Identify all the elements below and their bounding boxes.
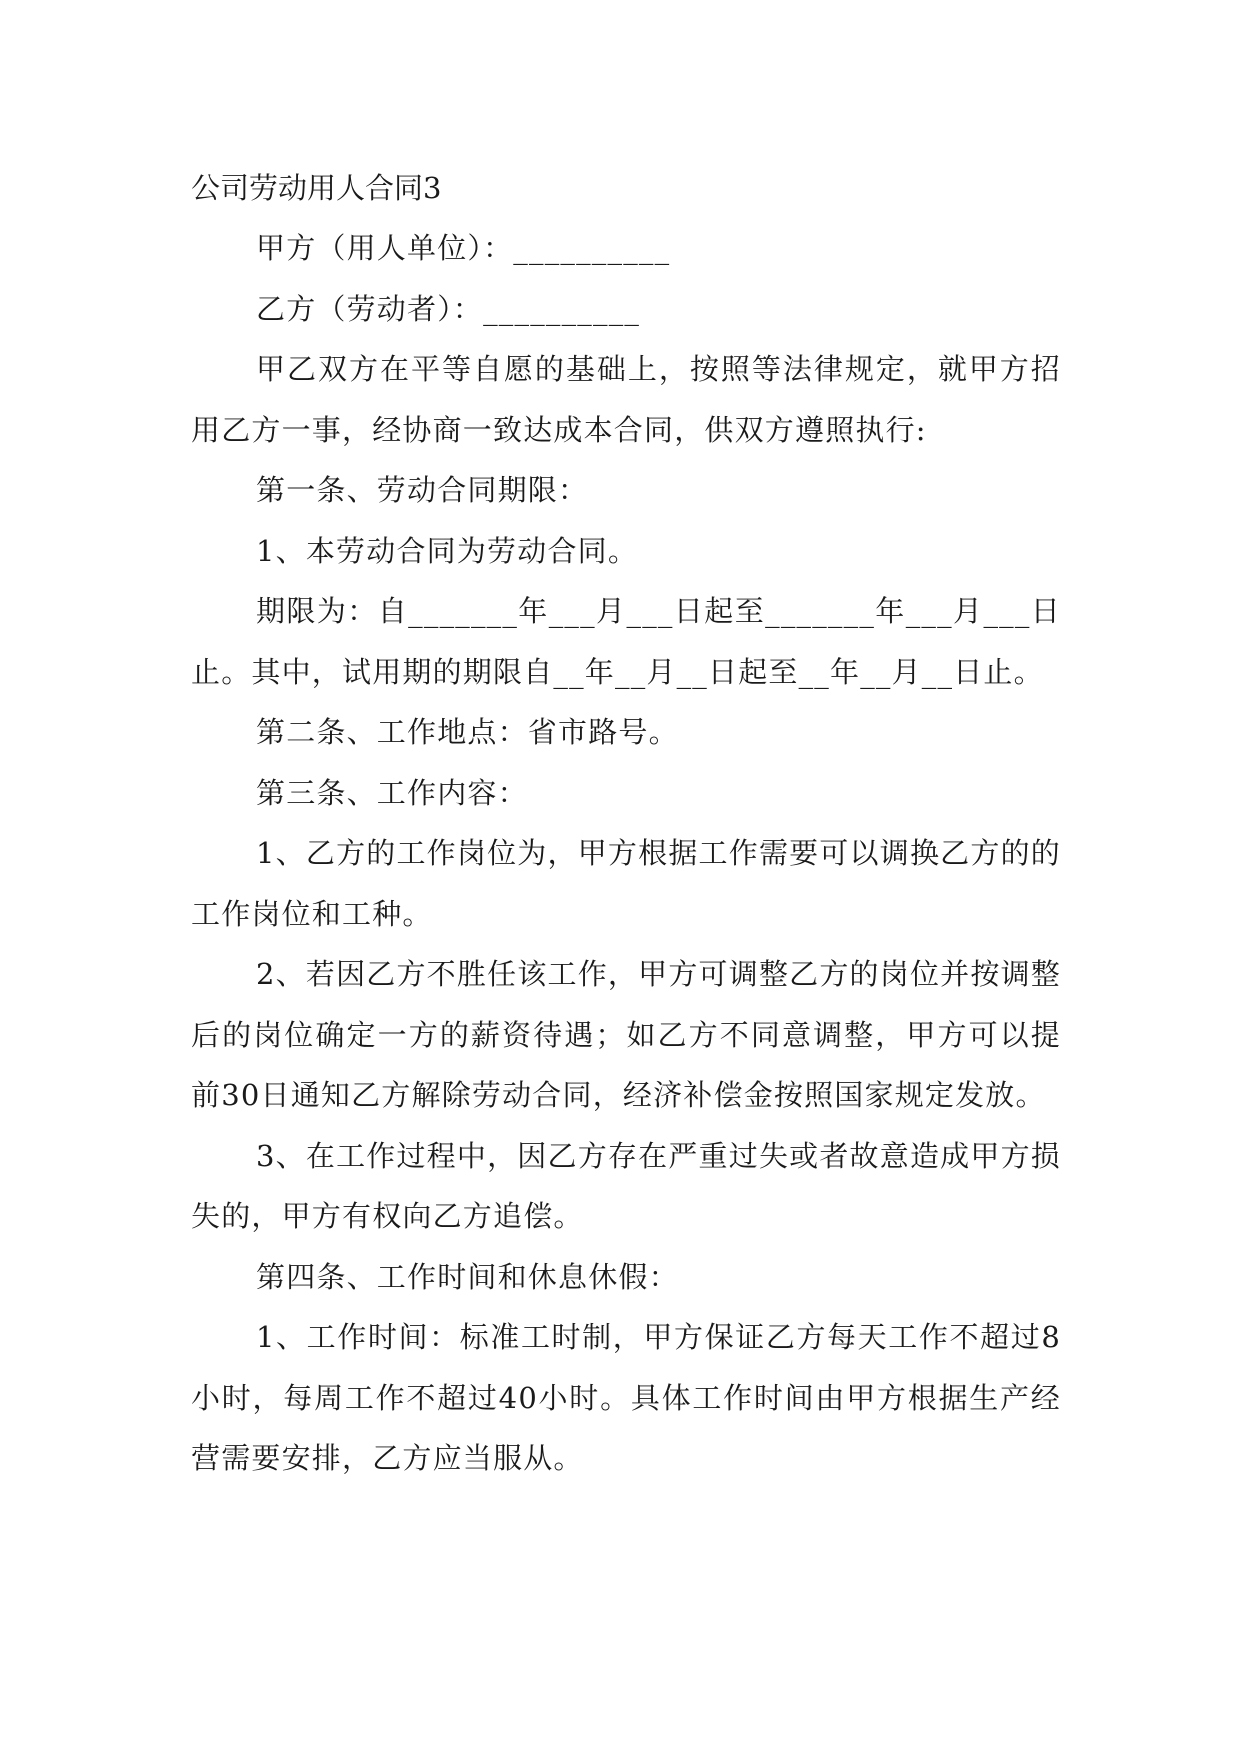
article-3-clause-3: 3、在工作过程中，因乙方存在严重过失或者故意造成甲方损失的，甲方有权向乙方追偿。: [191, 1138, 1061, 1233]
article-1-heading: 第一条、劳动合同期限：: [256, 473, 589, 507]
article-2-heading: 第二条、工作地点：省市路号。: [256, 715, 679, 749]
article-4-heading: 第四条、工作时间和休息休假：: [256, 1259, 679, 1294]
article-1-term-paragraph: 期限为：自_______年___月___日起至_______年___月___日止。其中，试用期的期限自__年__月__日起至__年__月__日止。: [191, 594, 1061, 689]
party-a-line: 甲方（用人单位）：__________: [256, 231, 671, 265]
preamble-paragraph: 甲乙双方在平等自愿的基础上，按照等法律规定，就甲方招用乙方一事，经协商一致达成本合同，供双方遵照执行:: [191, 352, 1061, 447]
article-3-clause-1: 1、乙方的工作岗位为，甲方根据工作需要可以调换乙方的的工作岗位和工种。: [191, 836, 1061, 931]
document-body: [191, 158, 1061, 1489]
article-3-heading: 第三条、工作内容：: [256, 775, 528, 810]
document-title: 公司劳动用人合同3: [191, 171, 442, 205]
article-3-clause-2: 2、若因乙方不胜任该工作，甲方可调整乙方的岗位并按调整后的岗位确定一方的薪资待遇；如乙方不同意调整，甲方可以提前30日通知乙方解除劳动合同，经济补偿金按照国家规定发放。: [191, 957, 1061, 1112]
article-1-clause-1: 1、本劳动合同为劳动合同。: [256, 533, 639, 568]
party-b-line: 乙方（劳动者）：__________: [256, 291, 641, 326]
article-4-clause-1: 1、工作时间：标准工时制，甲方保证乙方每天工作不超过8小时，每周工作不超过40小时。具体工作时间由甲方根据生产经营需要安排，乙方应当服从。: [191, 1320, 1061, 1475]
